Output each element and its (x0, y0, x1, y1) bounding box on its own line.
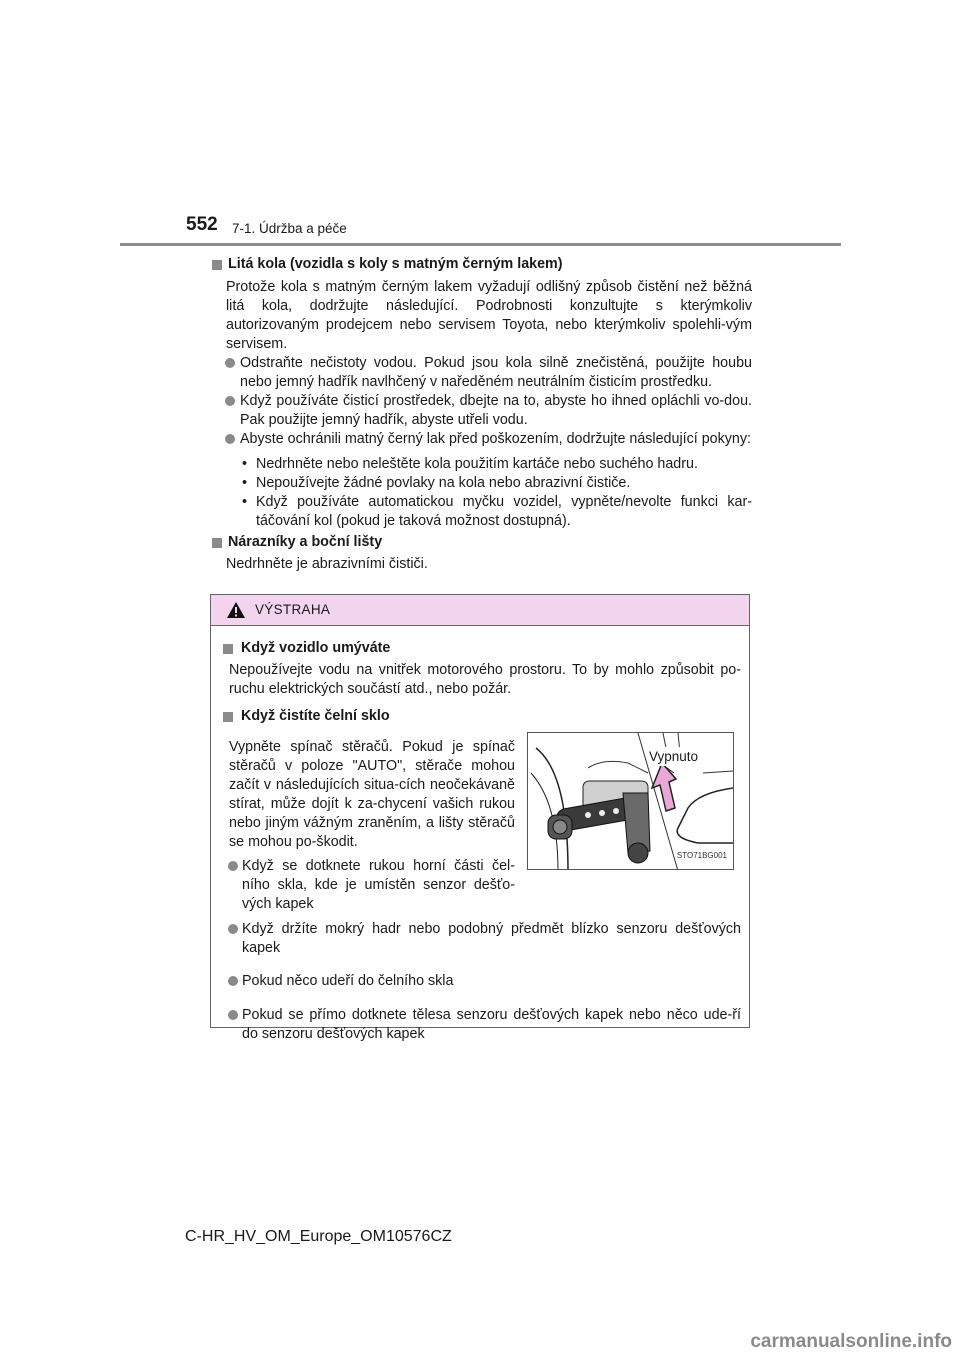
circle-bullet-icon (225, 358, 235, 368)
list-item (211, 857, 515, 914)
sub-list-item-text: Nepoužívejte žádné povlaky na kola nebo abrazivní čističe. (256, 475, 631, 491)
windshield-heading-text: Když čistíte čelní sklo (241, 708, 390, 724)
warning-box (210, 594, 750, 1042)
circle-bullet-icon (228, 976, 238, 986)
sub-list-item-text: Nedrhněte nebo neleštěte kola použitím kartáče nebo suchého hadru. (256, 456, 698, 472)
list-item (211, 920, 749, 958)
list-item (211, 1006, 749, 1044)
list-item-text: Pokud něco udeří do čelního skla (242, 973, 454, 990)
wheels-heading-text: Litá kola (vozidla s koly s matným černým lakem) (228, 256, 563, 272)
list-item-text: Když se dotknete rukou horní části čel-ního skla, kde je umístěn senzor dešťo-vých kapek (242, 858, 515, 912)
wiper-row (211, 732, 749, 920)
circle-bullet-icon (225, 434, 235, 444)
list-item-text: Abyste ochránili matný černý lak před poškozením, dodržujte následující pokyny: (240, 431, 751, 447)
washing-heading-text: Když vozidlo umýváte (241, 640, 391, 656)
main-content (212, 255, 752, 574)
header-rule (120, 243, 841, 246)
wheels-intro: Protože kola s matným černým lakem vyžadují odlišný způsob čistění než běžná litá kola, dodržujte následující. Podrobnosti konzultujte s kterýmkoliv autorizovaným prodejcem nebo servisem Toyota, nebo kterýmkoliv spolehli-vým servisem. (226, 279, 752, 352)
bumpers-heading-text: Nárazníky a boční lišty (228, 534, 383, 550)
square-bullet-icon (223, 644, 233, 654)
sub-list-item-text: Když používáte automatickou myčku vozidel, vypněte/nevolte funkci kar-táčování kol (pokud je taková možnost dostupná). (256, 494, 752, 529)
list-item (212, 430, 752, 449)
wiper-text-column (211, 732, 515, 928)
bumpers-heading (212, 533, 752, 552)
circle-bullet-icon (225, 396, 235, 406)
figure-code: STO71BG001 (676, 851, 727, 860)
list-item-text: Pokud se přímo dotknete tělesa senzoru dešťových kapek nebo něco ude-ří do senzoru dešťových kapek (242, 1006, 741, 1042)
sub-list-item: • Nedrhněte nebo neleštěte kola použitím kartáče nebo suchého hadru. (242, 456, 698, 472)
sub-list-item: • Když používáte automatickou myčku vozidel, vypněte/nevolte funkci kar-táčování kol (pokud je taková možnost dostupná). (242, 494, 752, 529)
warning-body (211, 639, 749, 1058)
page-number: 552 (186, 214, 218, 235)
sub-list-item: • Nepoužívejte žádné povlaky na kola nebo abrazivní čističe. (242, 475, 631, 491)
warning-header (211, 595, 749, 626)
washing-heading (211, 639, 749, 658)
windshield-heading (211, 707, 749, 726)
square-bullet-icon (223, 712, 233, 722)
wheels-heading (212, 255, 752, 274)
wiper-switch-figure (527, 732, 734, 870)
circle-bullet-icon (228, 861, 238, 871)
footer-doc-code: C-HR_HV_OM_Europe_OM10576CZ (185, 1228, 452, 1245)
figure-label-off: Vypnuto (649, 749, 699, 764)
washing-text: Nepoužívejte vodu na vnitřek motorového prostoru. To by mohlo způsobit po-ruchu elektrických součástí atd., nebo požár. (229, 662, 741, 697)
bumpers-text: Nedrhněte je abrazivními čističi. (226, 556, 428, 572)
watermark[interactable]: carmanualsonline.info (750, 1331, 952, 1352)
list-item (212, 354, 752, 392)
square-bullet-icon (212, 538, 222, 548)
warning-triangle-icon (226, 601, 246, 619)
sub-list (212, 455, 752, 531)
section-title: 7-1. Údržba a péče (232, 221, 347, 236)
list-item (211, 972, 749, 991)
list-item-text: Když používáte čisticí prostředek, dbejte na to, abyste ho ihned opláchli vo-dou. Pak použijte jemný hadřík, abyste utřeli vodu. (240, 393, 752, 428)
list-item-text: Když držíte mokrý hadr nebo podobný předmět blízko senzoru dešťových kapek (242, 921, 741, 956)
list-item (212, 392, 752, 430)
circle-bullet-icon (228, 1010, 238, 1020)
square-bullet-icon (212, 260, 222, 270)
circle-bullet-icon (228, 924, 238, 934)
windshield-text: Vypněte spínač stěračů. Pokud je spínač stěračů v poloze "AUTO", stěrače mohou začít v následujících situa-cích neočekávaně stírat, může dojít k za-chycení vašich rukou nebo jiným vážným zraněním, a lišty stěračů se mohou po-škodit. (229, 739, 515, 850)
warning-label: VÝSTRAHA (255, 602, 331, 617)
list-item-text: Odstraňte nečistoty vodou. Pokud jsou kola silně znečistěná, použijte houbu nebo jemný hadřík navlhčený v naředěném neutrálním čisticím prostředku. (240, 355, 752, 390)
